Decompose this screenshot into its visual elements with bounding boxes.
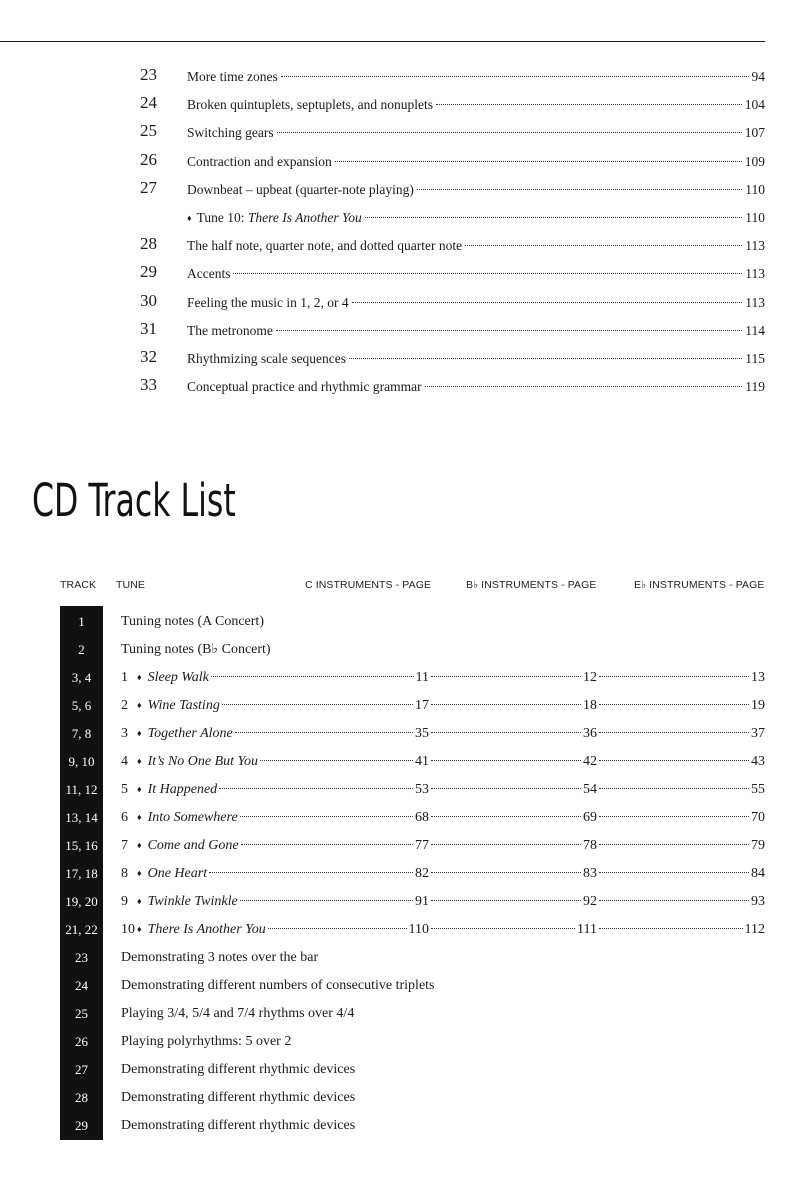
toc-entry-number: 24 xyxy=(140,93,157,113)
toc-entry[interactable] xyxy=(140,62,765,90)
toc-entry-number: 32 xyxy=(140,346,157,366)
tune-number: 4 xyxy=(121,754,128,769)
toc-entry-number: 26 xyxy=(140,149,157,169)
tune-label xyxy=(121,808,238,828)
track-number: 13, 14 xyxy=(65,810,98,825)
tune-label xyxy=(121,920,266,940)
toc-entry-page: 94 xyxy=(751,69,765,84)
dot-leader xyxy=(277,132,742,133)
tune-number: 1 xyxy=(121,670,128,685)
tune-label xyxy=(121,836,239,856)
dot-leader xyxy=(211,676,414,677)
toc-entry[interactable] xyxy=(140,175,765,203)
toc-entry[interactable] xyxy=(140,147,765,175)
track-description: Playing polyrhythms: 5 over 2 xyxy=(121,1034,292,1049)
toc-entry-title: Conceptual practice and rhythmic grammar xyxy=(187,379,422,395)
column-header-track: TRACK xyxy=(60,579,97,591)
tune-entry xyxy=(121,892,765,912)
toc-entry-title: Broken quintuplets, septuplets, and nonuplets xyxy=(187,97,433,113)
dot-leader xyxy=(431,816,581,817)
toc-entry-page: 109 xyxy=(744,153,765,169)
toc-entry-line xyxy=(187,349,765,369)
track-row xyxy=(60,636,765,664)
toc-entry-title: Switching gears xyxy=(187,125,274,141)
toc-entry-title: The metronome xyxy=(187,322,273,338)
toc-entry-page: 110 xyxy=(745,209,765,225)
tune-c-column xyxy=(121,752,429,772)
toc-entry[interactable] xyxy=(140,316,765,344)
dot-leader xyxy=(240,900,413,901)
tune-entry xyxy=(121,780,765,800)
track-row xyxy=(60,888,765,916)
dot-leader xyxy=(235,732,413,733)
track-number: 3, 4 xyxy=(71,670,92,685)
tune-label xyxy=(121,780,217,800)
eb-instruments-page: 70 xyxy=(751,810,765,825)
tune-title: Wine Tasting xyxy=(147,698,220,713)
tune-c-column xyxy=(121,808,429,828)
toc-entry-line xyxy=(187,180,765,200)
toc-entry-number: 33 xyxy=(140,375,157,395)
track-number: 24 xyxy=(75,978,88,993)
toc-entry-line xyxy=(187,264,765,284)
track-number: 28 xyxy=(75,1090,88,1105)
toc-entry-line xyxy=(187,152,765,172)
toc-entry-page: 113 xyxy=(745,294,765,310)
track-row xyxy=(60,1000,765,1028)
track-row xyxy=(60,1112,765,1140)
column-header-eb-instruments: E♭ INSTRUMENTS - PAGE xyxy=(634,579,765,591)
dot-leader xyxy=(599,788,749,789)
dot-leader xyxy=(276,330,742,331)
dot-leader xyxy=(599,732,749,733)
tune-entry xyxy=(121,920,765,940)
toc-entry[interactable] xyxy=(140,344,765,372)
tune-title: Twinkle Twinkle xyxy=(147,894,238,909)
tune-c-column xyxy=(121,920,429,940)
c-instruments-page: 77 xyxy=(415,838,429,853)
toc-entry-line xyxy=(187,208,765,229)
track-row xyxy=(60,1056,765,1084)
c-instruments-page: 35 xyxy=(415,726,429,741)
toc-entry-number: 25 xyxy=(140,121,157,141)
tune-bb-column xyxy=(429,696,597,716)
tune-number: 8 xyxy=(121,866,128,881)
track-description: Demonstrating different rhythmic devices xyxy=(121,1062,356,1077)
tune-number: 3 xyxy=(121,726,128,741)
column-header-tune: TUNE xyxy=(116,579,145,591)
tune-bb-column xyxy=(429,752,597,772)
tune-number: 10 xyxy=(121,922,135,937)
track-row xyxy=(60,804,765,832)
tune-label xyxy=(121,668,209,688)
c-instruments-page: 53 xyxy=(415,782,429,797)
toc-entry-line xyxy=(187,321,765,341)
track-number: 7, 8 xyxy=(71,726,92,741)
diamond-icon: ♦ xyxy=(137,756,142,766)
dot-leader xyxy=(209,872,413,873)
dot-leader xyxy=(431,844,581,845)
bb-instruments-page: 36 xyxy=(583,726,597,741)
c-instruments-page: 68 xyxy=(415,810,429,825)
tune-c-column xyxy=(121,696,429,716)
tune-entry xyxy=(121,724,765,744)
dot-leader xyxy=(233,273,742,274)
tune-number: 6 xyxy=(121,810,128,825)
eb-instruments-page: 37 xyxy=(751,726,765,741)
tune-title: One Heart xyxy=(147,866,208,881)
toc-entry[interactable] xyxy=(140,90,765,118)
toc-entry-number: 31 xyxy=(140,318,157,338)
toc-entry[interactable] xyxy=(140,118,765,146)
dot-leader xyxy=(219,788,413,789)
diamond-icon: ♦ xyxy=(137,728,142,738)
tune-c-column xyxy=(121,668,429,688)
diamond-icon: ♦ xyxy=(187,212,192,223)
tune-number: 2 xyxy=(121,698,128,713)
toc-entry-line xyxy=(187,293,765,313)
tune-bb-column xyxy=(429,808,597,828)
eb-instruments-page: 84 xyxy=(751,866,765,881)
toc-entry-title: Feeling the music in 1, 2, or 4 xyxy=(187,294,349,310)
dot-leader xyxy=(222,704,413,705)
track-list xyxy=(60,608,765,1140)
tune-title: It Happened xyxy=(147,782,218,797)
tune-number: 7 xyxy=(121,838,128,853)
tune-eb-column xyxy=(597,752,765,772)
track-row xyxy=(60,1084,765,1112)
tune-entry xyxy=(121,696,765,716)
toc-entry-number: 28 xyxy=(140,234,157,254)
toc-entry-page: 113 xyxy=(745,238,765,254)
dot-leader xyxy=(425,386,743,387)
tune-title: There Is Another You xyxy=(147,922,266,937)
track-description: Demonstrating 3 notes over the bar xyxy=(121,950,319,965)
toc-entry-title: Accents xyxy=(187,266,231,282)
c-instruments-page: 11 xyxy=(415,670,429,685)
toc-entry-number: 30 xyxy=(140,290,157,310)
tune-entry xyxy=(121,752,765,772)
tune-eb-column xyxy=(597,780,765,800)
dot-leader xyxy=(365,217,743,218)
track-number: 5, 6 xyxy=(71,698,92,713)
track-number: 11, 12 xyxy=(65,782,98,797)
track-number: 17, 18 xyxy=(65,866,98,881)
bb-instruments-page: 111 xyxy=(577,922,597,937)
toc-entry[interactable] xyxy=(140,372,765,400)
track-description: Playing 3/4, 5/4 and 7/4 rhythms over 4/4 xyxy=(121,1006,355,1021)
c-instruments-page: 17 xyxy=(415,698,429,713)
toc-entry-page: 115 xyxy=(745,350,765,366)
header-rule xyxy=(0,41,765,42)
track-row xyxy=(60,748,765,776)
dot-leader xyxy=(436,104,742,105)
tune-eb-column xyxy=(597,920,765,940)
tune-bb-column xyxy=(429,836,597,856)
diamond-icon: ♦ xyxy=(137,784,142,794)
eb-instruments-page: 93 xyxy=(751,894,765,909)
toc-entry-line xyxy=(187,236,765,256)
dot-leader xyxy=(599,704,749,705)
track-number: 25 xyxy=(75,1006,88,1021)
bb-instruments-page: 92 xyxy=(583,894,597,909)
tune-label xyxy=(121,864,207,884)
track-row xyxy=(60,944,765,972)
dot-leader xyxy=(599,676,749,677)
bb-instruments-page: 18 xyxy=(583,698,597,713)
bb-instruments-page: 54 xyxy=(583,782,597,797)
c-instruments-page: 41 xyxy=(415,754,429,769)
track-row xyxy=(60,1028,765,1056)
track-row xyxy=(60,832,765,860)
track-description: Demonstrating different rhythmic devices xyxy=(121,1118,356,1133)
dot-leader xyxy=(599,872,749,873)
dot-leader xyxy=(431,676,581,677)
tune-eb-column xyxy=(597,668,765,688)
page-heading: CD Track List xyxy=(32,474,236,527)
tune-eb-column xyxy=(597,836,765,856)
dot-leader xyxy=(352,302,743,303)
tune-c-column xyxy=(121,864,429,884)
eb-instruments-page: 13 xyxy=(751,670,765,685)
bb-instruments-page: 69 xyxy=(583,810,597,825)
dot-leader xyxy=(281,76,749,77)
dot-leader xyxy=(599,816,749,817)
dot-leader xyxy=(431,704,581,705)
dot-leader xyxy=(431,760,581,761)
dot-leader xyxy=(599,900,749,901)
toc-entry-title: Downbeat – upbeat (quarter-note playing) xyxy=(187,181,414,197)
dot-leader xyxy=(241,844,413,845)
tune-entry xyxy=(121,808,765,828)
diamond-icon: ♦ xyxy=(137,896,142,906)
toc-entry[interactable] xyxy=(140,288,765,316)
tune-c-column xyxy=(121,780,429,800)
c-instruments-page: 91 xyxy=(415,894,429,909)
tune-number: 9 xyxy=(121,894,128,909)
toc-entry-page: 114 xyxy=(745,322,765,338)
tune-label xyxy=(121,724,233,744)
track-row xyxy=(60,776,765,804)
track-row xyxy=(60,692,765,720)
tune-bb-column xyxy=(429,780,597,800)
dot-leader xyxy=(335,161,742,162)
tune-bb-column xyxy=(429,892,597,912)
toc-entry-page: 104 xyxy=(744,97,765,113)
track-number: 19, 20 xyxy=(65,894,98,909)
tune-bb-column xyxy=(429,724,597,744)
tune-entry xyxy=(121,668,765,688)
track-row xyxy=(60,860,765,888)
dot-leader xyxy=(417,189,742,190)
tune-number: 5 xyxy=(121,782,128,797)
tune-entry xyxy=(121,864,765,884)
bb-instruments-page: 42 xyxy=(583,754,597,769)
tune-label xyxy=(121,696,220,716)
track-row xyxy=(60,916,765,944)
tune-eb-column xyxy=(597,892,765,912)
track-number: 9, 10 xyxy=(68,754,95,769)
tune-entry xyxy=(121,836,765,856)
toc-entry-title-prefix: Tune 10: xyxy=(196,209,248,225)
toc-entry-line xyxy=(187,123,765,143)
bb-instruments-page: 12 xyxy=(583,670,597,685)
track-description: Demonstrating different numbers of consecutive triplets xyxy=(121,978,435,993)
track-number: 27 xyxy=(75,1062,88,1077)
toc-entry-line xyxy=(187,377,765,397)
toc-entry-page: 110 xyxy=(745,181,765,197)
track-number: 2 xyxy=(78,642,85,657)
toc-entry-line xyxy=(187,95,765,115)
track-description: Tuning notes (A Concert) xyxy=(121,614,264,629)
toc-entry[interactable] xyxy=(140,259,765,287)
tune-label xyxy=(121,752,258,772)
diamond-icon: ♦ xyxy=(137,840,142,850)
table-of-contents xyxy=(140,62,765,400)
track-description: Tuning notes (B♭ Concert) xyxy=(121,642,271,657)
diamond-icon: ♦ xyxy=(137,812,142,822)
toc-entry[interactable] xyxy=(140,231,765,259)
track-number: 23 xyxy=(75,950,88,965)
tune-title: Together Alone xyxy=(147,726,233,741)
c-instruments-page: 110 xyxy=(408,922,429,937)
toc-entry-title xyxy=(187,208,362,229)
tune-bb-column xyxy=(429,920,597,940)
diamond-icon: ♦ xyxy=(137,672,142,682)
track-row xyxy=(60,720,765,748)
toc-entry-number: 27 xyxy=(140,177,157,197)
diamond-icon: ♦ xyxy=(137,700,142,710)
eb-instruments-page: 19 xyxy=(751,698,765,713)
dot-leader xyxy=(465,245,742,246)
toc-entry-page: 107 xyxy=(744,125,765,141)
eb-instruments-page: 112 xyxy=(744,922,765,937)
toc-entry-page: 119 xyxy=(745,379,765,395)
dot-leader xyxy=(431,872,581,873)
toc-entry-title-italic: There Is Another You xyxy=(247,209,362,225)
dot-leader xyxy=(599,844,749,845)
tune-title: Sleep Walk xyxy=(147,670,209,685)
toc-entry-line xyxy=(187,67,765,87)
tune-c-column xyxy=(121,836,429,856)
toc-entry-title: The half note, quarter note, and dotted quarter note xyxy=(187,238,463,254)
tune-title: It’s No One But You xyxy=(147,754,259,769)
c-instruments-page: 82 xyxy=(415,866,429,881)
track-number: 15, 16 xyxy=(65,838,98,853)
column-header-c-instruments: C INSTRUMENTS - PAGE xyxy=(305,579,432,591)
dot-leader xyxy=(431,928,575,929)
toc-entry-number: 29 xyxy=(140,262,157,282)
dot-leader xyxy=(431,900,581,901)
eb-instruments-page: 79 xyxy=(751,838,765,853)
tune-eb-column xyxy=(597,724,765,744)
tune-label xyxy=(121,892,238,912)
tune-eb-column xyxy=(597,808,765,828)
eb-instruments-page: 55 xyxy=(751,782,765,797)
tune-c-column xyxy=(121,892,429,912)
column-header-bb-instruments: B♭ INSTRUMENTS - PAGE xyxy=(466,579,597,591)
track-number: 1 xyxy=(78,614,85,629)
dot-leader xyxy=(268,928,407,929)
toc-entry[interactable] xyxy=(140,203,765,231)
tune-title: Come and Gone xyxy=(147,838,239,853)
track-number: 26 xyxy=(75,1034,88,1049)
tune-c-column xyxy=(121,724,429,744)
bb-instruments-page: 78 xyxy=(583,838,597,853)
track-row xyxy=(60,608,765,636)
toc-entry-title: Rhythmizing scale sequences xyxy=(187,350,346,366)
bb-instruments-page: 83 xyxy=(583,866,597,881)
dot-leader xyxy=(349,358,742,359)
track-row xyxy=(60,664,765,692)
track-number: 21, 22 xyxy=(65,922,98,937)
diamond-icon: ♦ xyxy=(137,924,142,934)
tune-eb-column xyxy=(597,864,765,884)
toc-entry-page: 113 xyxy=(745,266,765,282)
dot-leader xyxy=(260,760,413,761)
toc-entry-title: More time zones xyxy=(187,69,278,84)
track-number: 29 xyxy=(75,1118,88,1133)
dot-leader xyxy=(431,732,581,733)
tune-bb-column xyxy=(429,864,597,884)
tune-eb-column xyxy=(597,696,765,716)
track-row xyxy=(60,972,765,1000)
dot-leader xyxy=(599,760,749,761)
dot-leader xyxy=(240,816,413,817)
tune-title: Into Somewhere xyxy=(147,810,238,825)
dot-leader xyxy=(431,788,581,789)
toc-entry-number: 23 xyxy=(140,65,157,84)
tune-bb-column xyxy=(429,668,597,688)
eb-instruments-page: 43 xyxy=(751,754,765,769)
track-description: Demonstrating different rhythmic devices xyxy=(121,1090,356,1105)
dot-leader xyxy=(599,928,743,929)
toc-entry-title: Contraction and expansion xyxy=(187,153,332,169)
diamond-icon: ♦ xyxy=(137,868,142,878)
